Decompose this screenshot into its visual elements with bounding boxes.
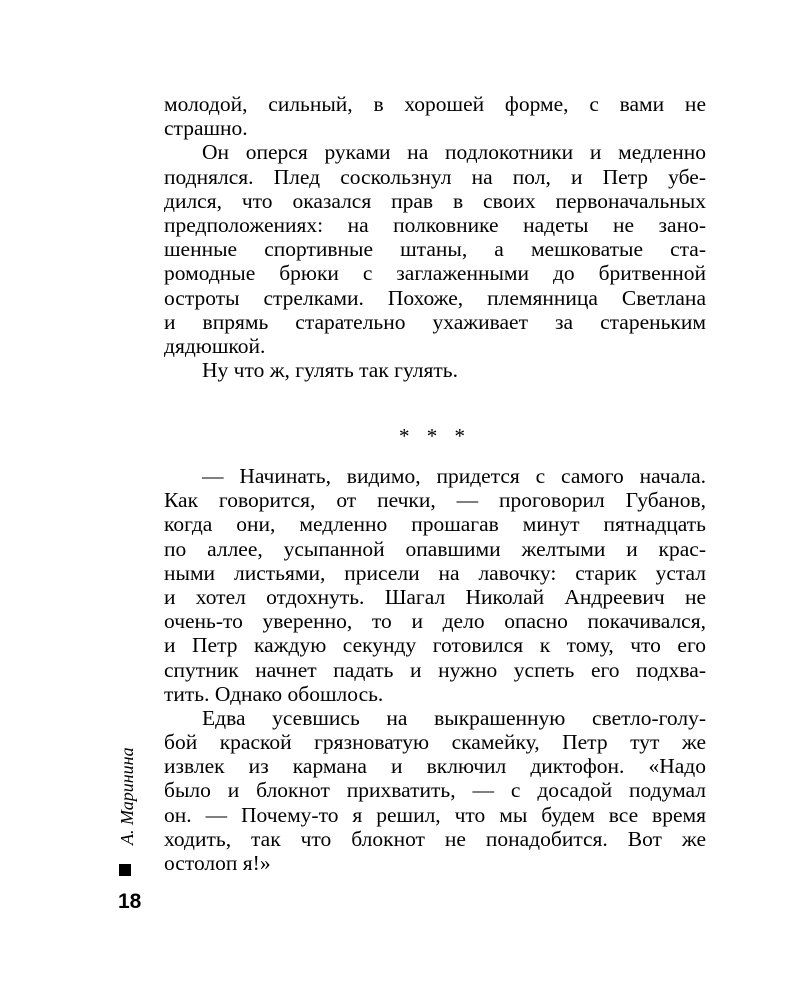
text-line: очень-то уверенно, то и дело опасно покачивался,: [164, 609, 706, 634]
text-line: спутник начнет падать и нужно успеть его подхва-: [164, 657, 706, 682]
text-line: молодой, сильный, в хорошей форме, с вами не: [164, 92, 706, 116]
text-line: Он оперся руками на подлокотники и медленно: [202, 140, 706, 165]
text-line: Едва усевшись на выкрашенную светло-голу-: [202, 705, 706, 730]
text-line: Ну что ж, гулять так гулять.: [202, 358, 458, 383]
text-line: ходить, так что блокнот не понадобится. Вот же: [164, 826, 706, 851]
text-block-2: [164, 464, 706, 875]
text-line: шенные спортивные штаны, а мешковатые ста-: [164, 237, 706, 262]
text-line: тить. Однако обошлось.: [164, 681, 384, 706]
text-line: предположениях: на полковнике надеты не зано-: [164, 212, 706, 237]
text-line: ными листьями, присели на лавочку: старик устал: [164, 560, 706, 585]
author-running-head: А. Маринина: [117, 747, 137, 845]
text-line: страшно.: [164, 116, 248, 141]
text-line: — Начинать, видимо, придется с самого начала.: [202, 464, 706, 488]
text-line: дился, что оказался прав в своих первоначальных: [164, 188, 706, 213]
page-number: 18: [118, 890, 142, 913]
text-line: он. — Почему-то я решил, что мы будем все время: [164, 802, 706, 827]
text-line: остроты стрелками. Похоже, племянница Светлана: [164, 285, 706, 310]
text-line: дядюшкой.: [164, 333, 266, 358]
text-line: ромодные брюки с заглаженными до бритвенной: [164, 261, 706, 286]
text-line: и хотел отдохнуть. Шагал Николай Андреевич не: [164, 584, 706, 609]
section-separator: * * *: [399, 424, 471, 448]
text-line: по аллее, усыпанной опавшими желтыми и крас-: [164, 536, 706, 561]
square-marker: [119, 864, 131, 876]
text-line: поднялся. Плед соскользнул на пол, и Петр убе-: [164, 164, 706, 189]
text-line: и впрямь старательно ухаживает за стареньким: [164, 309, 706, 334]
text-line: и Петр каждую секунду готовился к тому, что его: [164, 633, 706, 658]
text-line: когда они, медленно прошагав минут пятнадцать: [164, 512, 706, 537]
text-line: бой краской грязноватую скамейку, Петр тут же: [164, 730, 706, 755]
text-line: Как говорится, от печки, — проговорил Губанов,: [164, 488, 706, 513]
text-block-1: [164, 92, 706, 382]
text-line: было и блокнот прихватить, — с досадой подумал: [164, 778, 706, 803]
text-line: извлек из кармана и включил диктофон. «Надо: [164, 754, 706, 779]
text-line: остолоп я!»: [164, 851, 271, 875]
